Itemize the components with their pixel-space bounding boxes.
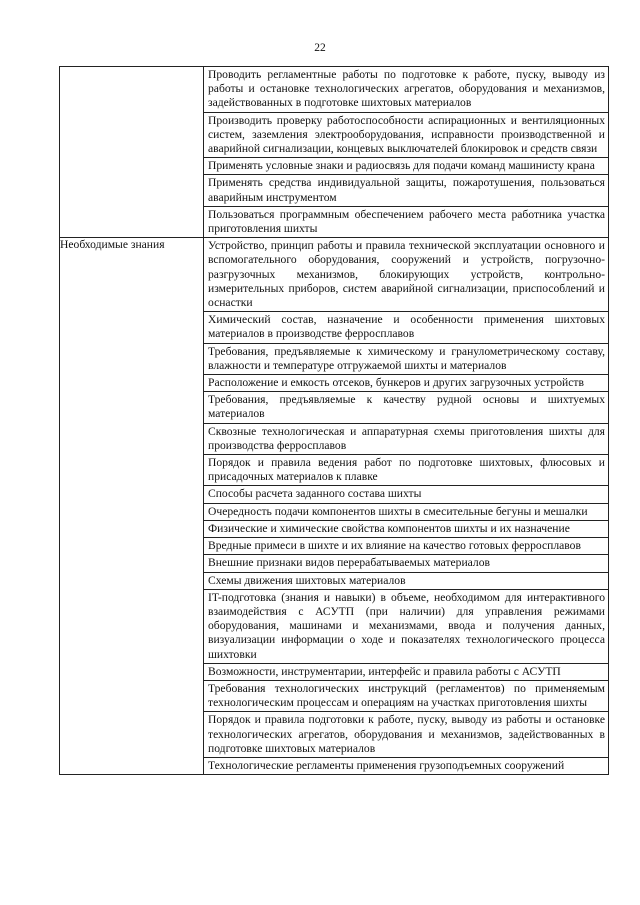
row-label-required-knowledge: Необходимые знания — [60, 238, 204, 775]
list-item: Технологические регламенты применения грузоподъемных сооружений — [208, 758, 565, 772]
list-item: Сквозные технологическая и аппаратурная схемы приготовления шихты для производства ферросплавов — [204, 424, 608, 455]
row-content — [204, 238, 609, 775]
row-label — [60, 67, 204, 238]
list-item: Возможности, инструментарии, интерфейс и правила работы с АСУТП — [204, 664, 608, 681]
list-item: Пользоваться программным обеспечением рабочего места работника участка приготовления шихты — [208, 207, 605, 236]
list-item: IT-подготовка (знания и навыки) в объеме, необходимом для интерактивного взаимодействия с АСУТП (при наличии) для управления режимами оборудования, машинами и механизмами, ввода и получения данных, визуализации информации о ходе и показателях технологического процесса шихтовки — [204, 590, 608, 664]
list-item: Требования, предъявляемые к химическому и гранулометрическому составу, влажности и температуре отгружаемой шихты и материалов — [204, 344, 608, 375]
requirements-table — [59, 66, 609, 775]
list-item: Очередность подачи компонентов шихты в смесительные бегуны и мешалки — [204, 504, 608, 521]
list-item: Порядок и правила ведения работ по подготовке шихтовых, флюсовых и присадочных материалов к плавке — [204, 455, 608, 486]
list-item: Требования, предъявляемые к качеству рудной основы и шихтуемых материалов — [204, 392, 608, 423]
page-number: 22 — [314, 42, 326, 54]
list-item: Проводить регламентные работы по подготовке к работе, пуску, выводу из работы и остановке технологических агрегатов, оборудования и механизмов, задействованных в подготовке шихтовых материалов — [204, 67, 608, 113]
table-row — [60, 238, 609, 775]
list-item: Применять условные знаки и радиосвязь для подачи команд машинисту крана — [204, 158, 608, 175]
list-item: Применять средства индивидуальной защиты, пожаротушения, пользоваться аварийным инструментом — [204, 175, 608, 206]
list-item: Внешние признаки видов перерабатываемых материалов — [204, 555, 608, 572]
list-item: Химический состав, назначение и особенности применения шихтовых материалов в производстве ферросплавов — [204, 312, 608, 343]
list-item: Вредные примеси в шихте и их влияние на качество готовых ферросплавов — [204, 538, 608, 555]
list-item: Способы расчета заданного состава шихты — [204, 486, 608, 503]
list-item: Порядок и правила подготовки к работе, пуску, выводу из работы и остановке технологических агрегатов, оборудования и механизмов, задействованных в подготовке шихтовых материалов — [204, 712, 608, 758]
list-item: Расположение и емкость отсеков, бункеров и других загрузочных устройств — [204, 375, 608, 392]
list-item: Устройство, принцип работы и правила технической эксплуатации основного и вспомогательного оборудования, сооружений и устройств, погрузочно-разгрузочных механизмов, блокирующих устройств, контрольно-измерительных приборов, систем аварийной сигнализации, приспособлений и оснастки — [204, 238, 608, 312]
list-item: Физические и химические свойства компонентов шихты и их назначение — [204, 521, 608, 538]
list-item: Производить проверку работоспособности аспирационных и вентиляционных систем, заземления электрооборудования, исправности производственной и аварийной сигнализации, концевых выключателей блокировок и средств связи — [204, 113, 608, 159]
list-item: Требования технологических инструкций (регламентов) по применяемым технологическим процессам и операциям на участках приготовления шихты — [204, 681, 608, 712]
row-content — [204, 67, 609, 238]
table-row — [60, 67, 609, 238]
list-item: Схемы движения шихтовых материалов — [204, 573, 608, 590]
